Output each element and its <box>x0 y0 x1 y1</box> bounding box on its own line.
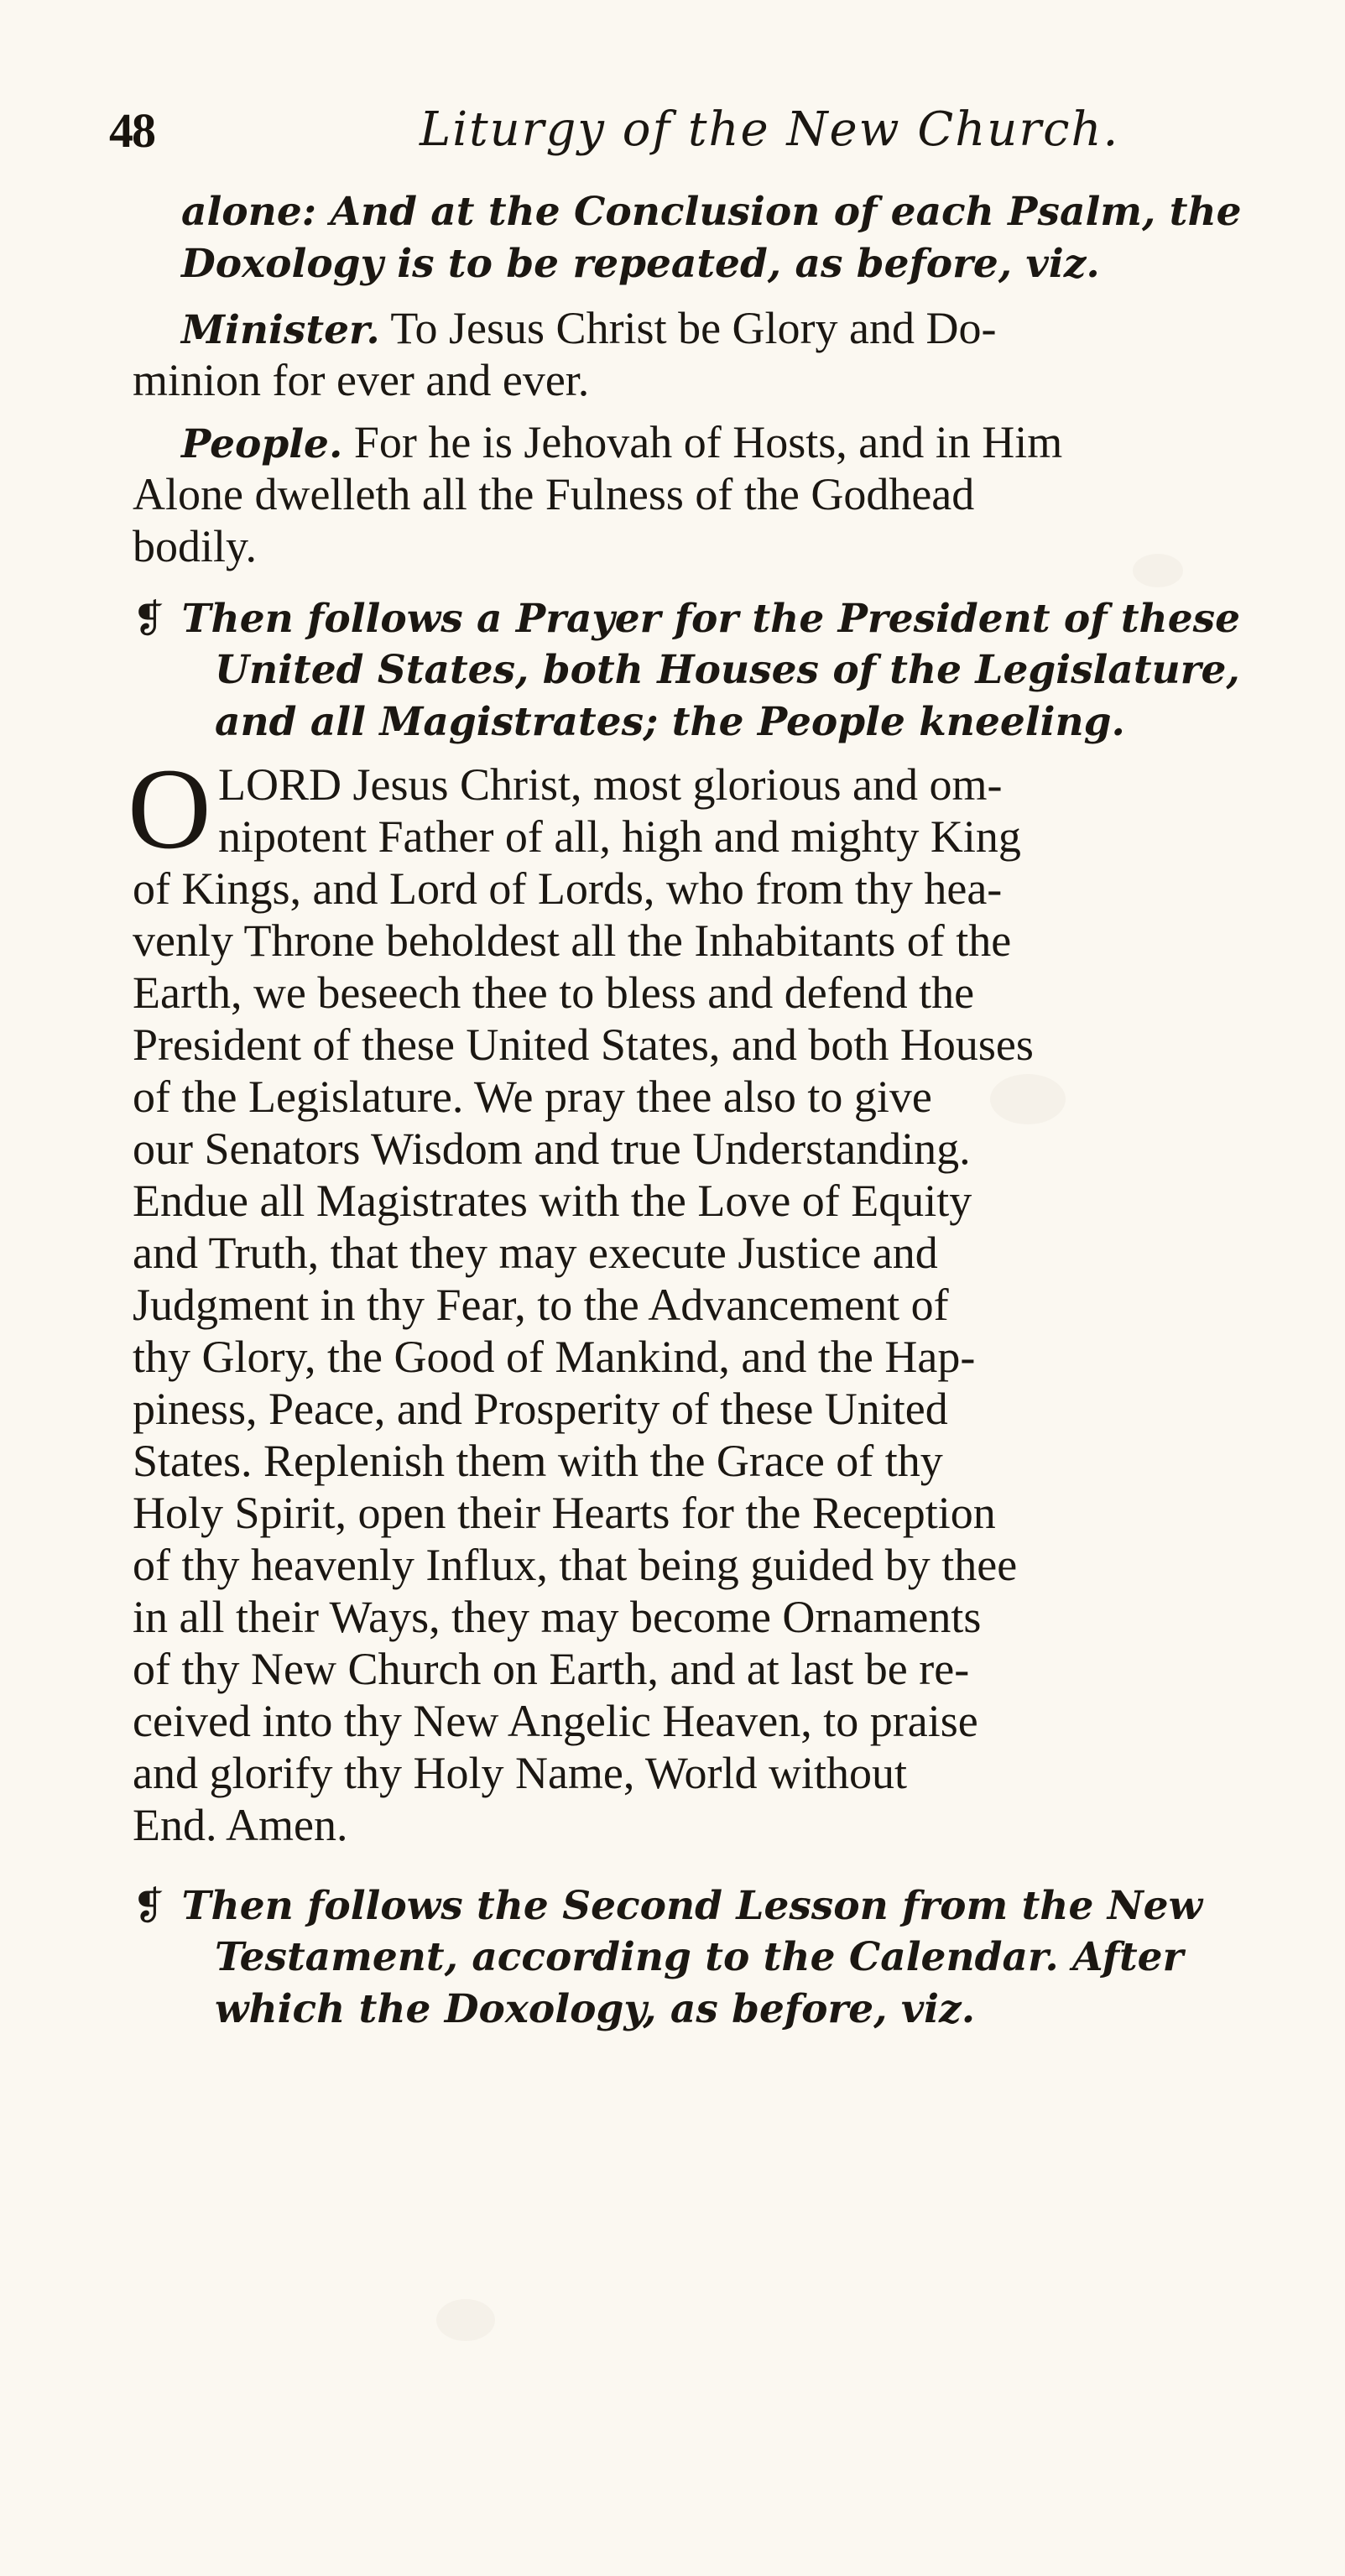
prayer-line: piness, Peace, and Prosperity of these United <box>133 1384 948 1434</box>
rubric-line <box>133 592 1240 644</box>
people-text: For he is Jehovah of Hosts, and in Him <box>353 417 1063 467</box>
pilcrow-icon: ❡ <box>133 1883 165 1928</box>
paper-stain <box>436 2299 495 2341</box>
prayer-line: Endue all Magistrates with the Love of Equity <box>133 1176 972 1226</box>
rubric-line <box>133 1880 1240 1932</box>
prayer-line: LORD Jesus Christ, most glorious and om- <box>218 759 1003 810</box>
dropcap: O <box>128 744 211 873</box>
prayer-line: of thy New Church on Earth, and at last be re- <box>133 1644 970 1694</box>
prayer-line: our Senators Wisdom and true Understanding. <box>133 1124 971 1174</box>
rubric-text: Then follows a Prayer for the President of these <box>181 596 1240 642</box>
prayer-line: of Kings, and Lord of Lords, who from thy hea- <box>133 863 1003 914</box>
people-line: bodily. <box>133 521 257 571</box>
prayer-line: and glorify thy Holy Name, World without <box>133 1748 908 1798</box>
prayer-line: nipotent Father of all, high and mighty King <box>218 811 1021 862</box>
prayer-line: States. Replenish them with the Grace of thy <box>133 1436 943 1486</box>
prayer-line: Judgment in thy Fear, to the Advancement of <box>133 1280 949 1330</box>
prayer-line: and Truth, that they may execute Justice and <box>133 1228 938 1278</box>
people-line <box>133 416 1240 468</box>
minister-line: minion for ever and ever. <box>133 355 590 405</box>
page-body <box>128 186 1242 2036</box>
prayer-line: ceived into thy New Angelic Heaven, to praise <box>133 1696 978 1746</box>
people-label: People. <box>181 421 343 467</box>
rubric-line: Testament, according to the Calendar. After <box>215 1934 1184 1980</box>
page-number: 48 <box>109 103 154 158</box>
people-line: Alone dwelleth all the Fulness of the Godhead <box>133 469 975 519</box>
prayer-line: of thy heavenly Influx, that being guided by thee <box>133 1540 1018 1590</box>
prayer-line: President of these United States, and both Houses <box>133 1019 1034 1070</box>
page-header <box>109 102 1233 178</box>
prayer-line: in all their Ways, they may become Ornaments <box>133 1592 982 1642</box>
intro-line: alone: And at the Conclusion of each Psalm, the <box>181 189 1242 235</box>
prayer-line: thy Glory, the Good of Mankind, and the Hap- <box>133 1332 976 1382</box>
minister-text: To Jesus Christ be Glory and Do- <box>390 303 997 353</box>
minister-line <box>133 302 1240 354</box>
pilcrow-icon: ❡ <box>133 596 165 641</box>
prayer-line: End. Amen. <box>133 1800 348 1850</box>
prayer-paragraph <box>128 744 1240 1851</box>
rubric-line: which the Doxology, as before, viz. <box>215 1986 976 2032</box>
prayer-line: Earth, we beseech thee to bless and defend the <box>133 967 975 1018</box>
prayer-line: of the Legislature. We pray thee also to give <box>133 1072 932 1122</box>
rubric-line: and all Magistrates; the People kneeling. <box>215 699 1125 745</box>
rubric-text: Then follows the Second Lesson from the New <box>181 1883 1203 1929</box>
prayer-line: Holy Spirit, open their Hearts for the Reception <box>133 1488 996 1538</box>
minister-label: Minister. <box>181 307 380 353</box>
rubric-line: United States, both Houses of the Legislature, <box>215 647 1240 693</box>
prayer-line: venly Throne beholdest all the Inhabitants of the <box>133 915 1012 966</box>
running-head: Liturgy of the New Church. <box>420 102 1120 157</box>
intro-line: Doxology is to be repeated, as before, viz. <box>181 241 1100 287</box>
